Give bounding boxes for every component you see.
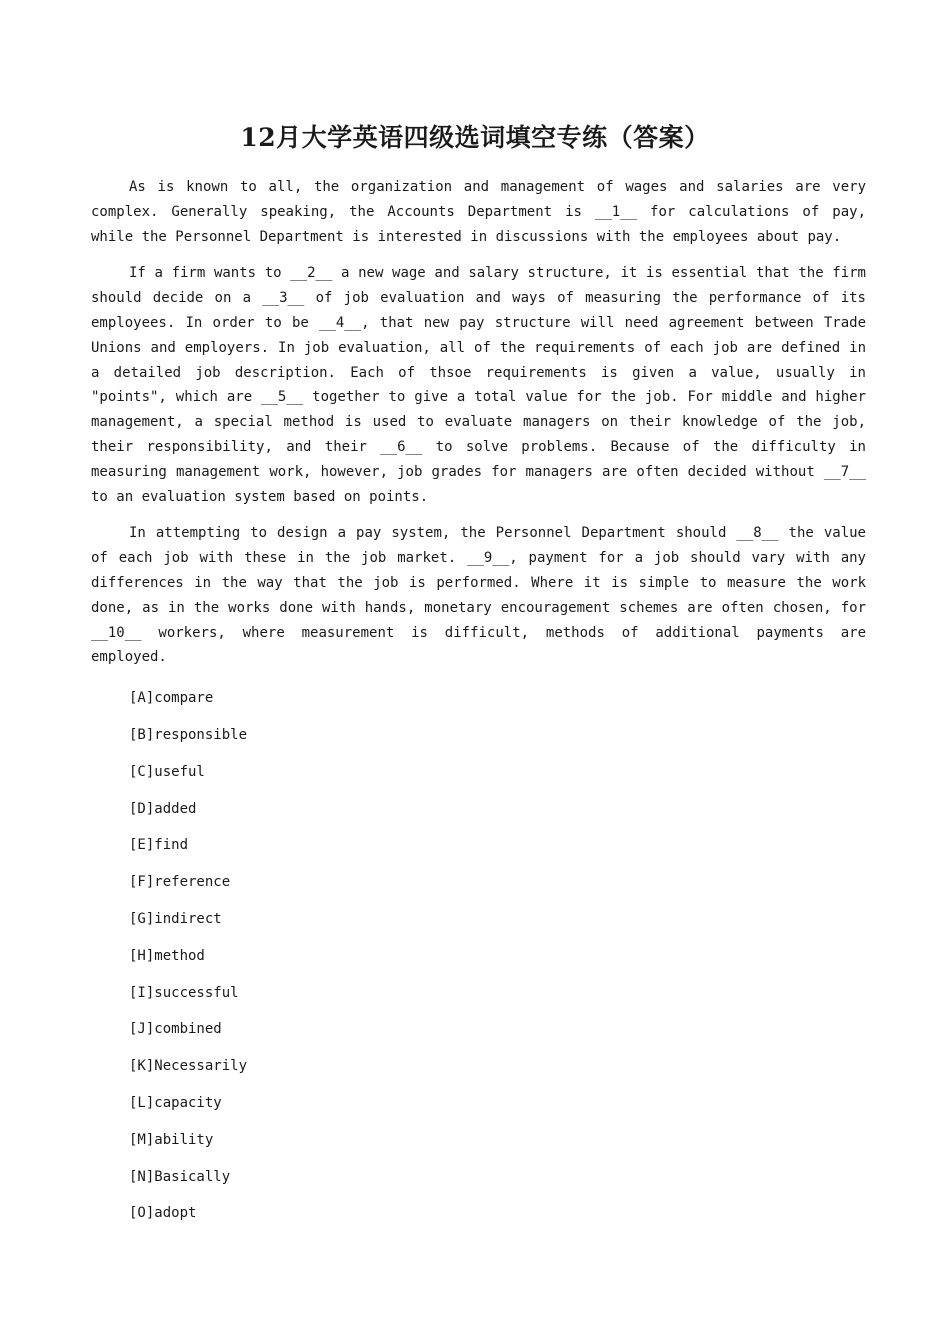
option-i: [I]successful — [129, 984, 239, 1001]
option-g: [G]indirect — [129, 910, 222, 927]
paragraph-3: In attempting to design a pay system, the Personnel Department should __8__ the value of each job with these in the job market. __9__, payment for a job should vary with any differences in the way that the job is performed. Where it is simple to measure the work done, as in the works done with hands, monetary encouragement schemes are often chosen, for __10__ workers, where measurement is difficult, methods of additional payments are employed. — [91, 525, 866, 666]
document-body — [91, 175, 866, 1238]
option-d: [D]added — [129, 800, 197, 817]
page-title: 12月大学英语四级选词填空专练（答案） — [240, 123, 710, 152]
option-h: [H]method — [129, 947, 205, 964]
option-o: [O]adopt — [129, 1205, 197, 1222]
option-m: [M]ability — [129, 1131, 214, 1148]
option-b: [B]responsible — [129, 726, 248, 743]
option-k: [K]Necessarily — [129, 1058, 248, 1075]
option-l: [L]capacity — [129, 1094, 222, 1111]
paragraph-2: If a firm wants to __2__ a new wage and salary structure, it is essential that the firm should decide on a __3__ of job evaluation and ways of measuring the performance of its employees. In order to be __4__, that new pay structure will need agreement between Trade Unions and employers. In job evaluation, all of the requirements of each job are defined in a detailed job description. Each of thsoe requirements is given a value, usually in "points", which are __5__ together to give a total value for the job. For middle and higher management, a special method is used to evaluate managers on their knowledge of the job, their responsibility, and their __6__ to solve problems. Because of the difficulty in measuring management work, however, job grades for managers are often decided without __7__ to an evaluation system based on points. — [91, 265, 866, 505]
option-n: [N]Basically — [129, 1168, 231, 1185]
word-options-list — [91, 686, 866, 1238]
option-f: [F]reference — [129, 874, 231, 891]
option-a: [A]compare — [129, 690, 214, 707]
option-j: [J]combined — [129, 1021, 222, 1038]
option-c: [C]useful — [129, 763, 205, 780]
paragraph-1: As is known to all, the organization and management of wages and salaries are very complex. Generally speaking, the Accounts Department is __1__ for calculations of pay, while the Personnel Department is interested in discussions with the employees about pay. — [91, 179, 866, 245]
option-e: [E]find — [129, 837, 189, 854]
